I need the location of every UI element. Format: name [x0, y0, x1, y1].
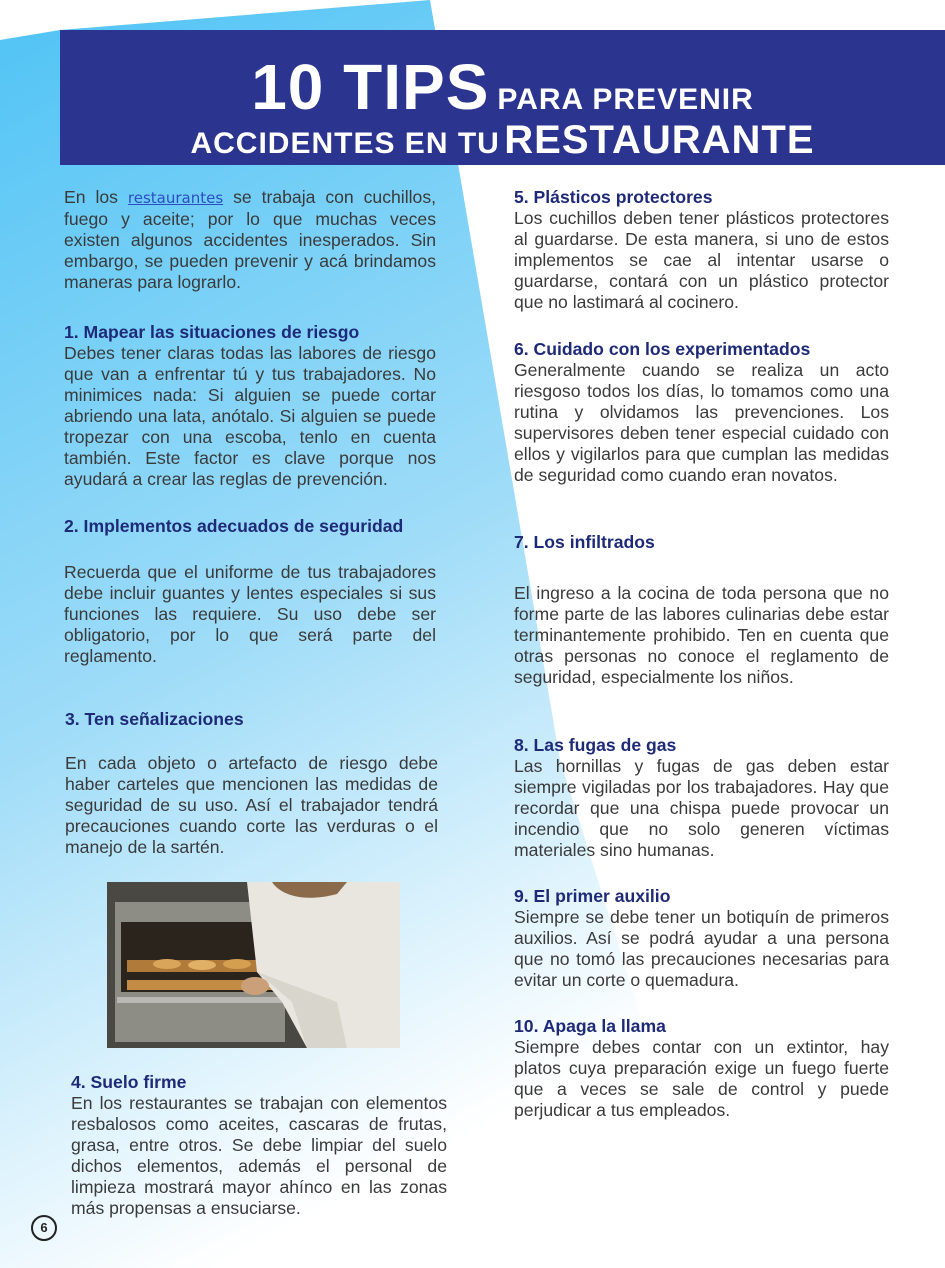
title-line2-big: RESTAURANTE [504, 118, 815, 162]
title-big: 10 TIPS [251, 51, 490, 123]
tip-7-body: El ingreso a la cocina de toda persona que no forme parte de las labores culinarias debe estar terminantemente prohibido. Ten en cuenta que otras personas no conoce el reglamento de seguridad, especialmente los niños. [514, 583, 889, 687]
tip-6-body: Generalmente cuando se realiza un acto riesgoso todos los días, lo tomamos como una rutina y olvidamos las prevenciones. Los supervisores deben tener especial cuidado con ellos y vigilarlos para que cumplan las medidas de seguridad como cuando eran novatos. [514, 360, 889, 485]
tip-4 [71, 1072, 447, 1219]
tip-4-body: En los restaurantes se trabajan con elementos resbalosos como aceites, cascaras de frutas, grasa, entre otros. Se debe limpiar del suelo dichos elementos, además el personal de limpieza mostrará mayor ahínco en las zonas más propensas a ensuciarse. [71, 1093, 447, 1218]
tip-10-body: Siempre debes contar con un extintor, hay platos cuya preparación exige un fuego fuerte que a veces se sale de control y puede perjudicar a tus empleados. [514, 1037, 889, 1120]
tip-9-body: Siempre se debe tener un botiquín de primeros auxilios. Así se podrá ayudar a una persona que no tomó las precauciones necesarias para evitar un corte o quemadura. [514, 907, 889, 990]
tip-7-heading: 7. Los infiltrados [514, 532, 655, 552]
tip-3 [65, 709, 438, 858]
tip-8-heading: 8. Las fugas de gas [514, 735, 677, 755]
title-banner [60, 30, 945, 165]
page-number: 6 [31, 1215, 57, 1241]
baker-oven-illustration [107, 882, 400, 1048]
tip-8-body: Las hornillas y fugas de gas deben estar siempre vigiladas por los trabajadores. Hay que recordar que una chispa puede provocar un incendio que no solo generen víctimas materiales sino humanas. [514, 756, 889, 860]
tip-9-heading: 9. El primer auxilio [514, 886, 671, 906]
tip-2 [64, 516, 436, 667]
tip-5 [514, 187, 889, 313]
intro-paragraph [64, 187, 436, 293]
tip-2-heading: 2. Implementos adecuados de seguridad [64, 516, 404, 536]
tip-5-body: Los cuchillos deben tener plásticos protectores al guardarse. De esta manera, si uno de estos implementos se cae al intentar usarse o guardarse, contará con un plástico protector que no lastimará al cocinero. [514, 208, 889, 312]
tip-2-body: Recuerda que el uniforme de tus trabajadores debe incluir guantes y lentes especiales si sus funciones las requiere. Su uso debe ser obligatorio, por lo que será parte del reglamento. [64, 562, 436, 666]
title-line-1 [60, 52, 945, 122]
title-line2-prefix: ACCIDENTES EN TU [190, 127, 500, 160]
kitchen-photo [107, 882, 400, 1048]
tip-3-heading: 3. Ten señalizaciones [65, 709, 244, 729]
tip-5-heading: 5. Plásticos protectores [514, 187, 713, 207]
tip-10 [514, 1016, 889, 1121]
restaurantes-link[interactable]: restaurantes [127, 189, 224, 207]
intro-after: se trabaja con cuchillos, fuego y aceite; por lo que muchas veces existen algunos accidentes inesperados. Sin embargo, se pueden prevenir y acá brindamos maneras para lograrlo. [64, 187, 436, 292]
title-line-2 [60, 118, 945, 163]
tip-1 [64, 322, 436, 490]
tip-4-heading: 4. Suelo firme [71, 1072, 187, 1092]
tip-1-body: Debes tener claras todas las labores de riesgo que van a enfrentar tú y tus trabajadores. No minimices nada: Si alguien se puede cortar abriendo una lata, anótalo. Si alguien se puede tropezar con una escoba, tenlo en cuenta también. Este factor es clave porque nos ayudará a crear las reglas de prevención. [64, 343, 436, 489]
title-small: PARA PREVENIR [497, 83, 754, 116]
tip-6-heading: 6. Cuidado con los experimentados [514, 339, 811, 359]
tip-6 [514, 339, 889, 486]
tip-9 [514, 886, 889, 991]
tip-3-body: En cada objeto o artefacto de riesgo debe haber carteles que mencionen las medidas de seguridad de su uso. Así el trabajador tendrá precauciones cuando corte las verduras o el manejo de la sartén. [65, 753, 438, 857]
intro-before: En los [64, 187, 128, 207]
tip-7 [514, 532, 889, 688]
tip-8 [514, 735, 889, 861]
tip-10-heading: 10. Apaga la llama [514, 1016, 666, 1036]
tip-1-heading: 1. Mapear las situaciones de riesgo [64, 322, 360, 342]
